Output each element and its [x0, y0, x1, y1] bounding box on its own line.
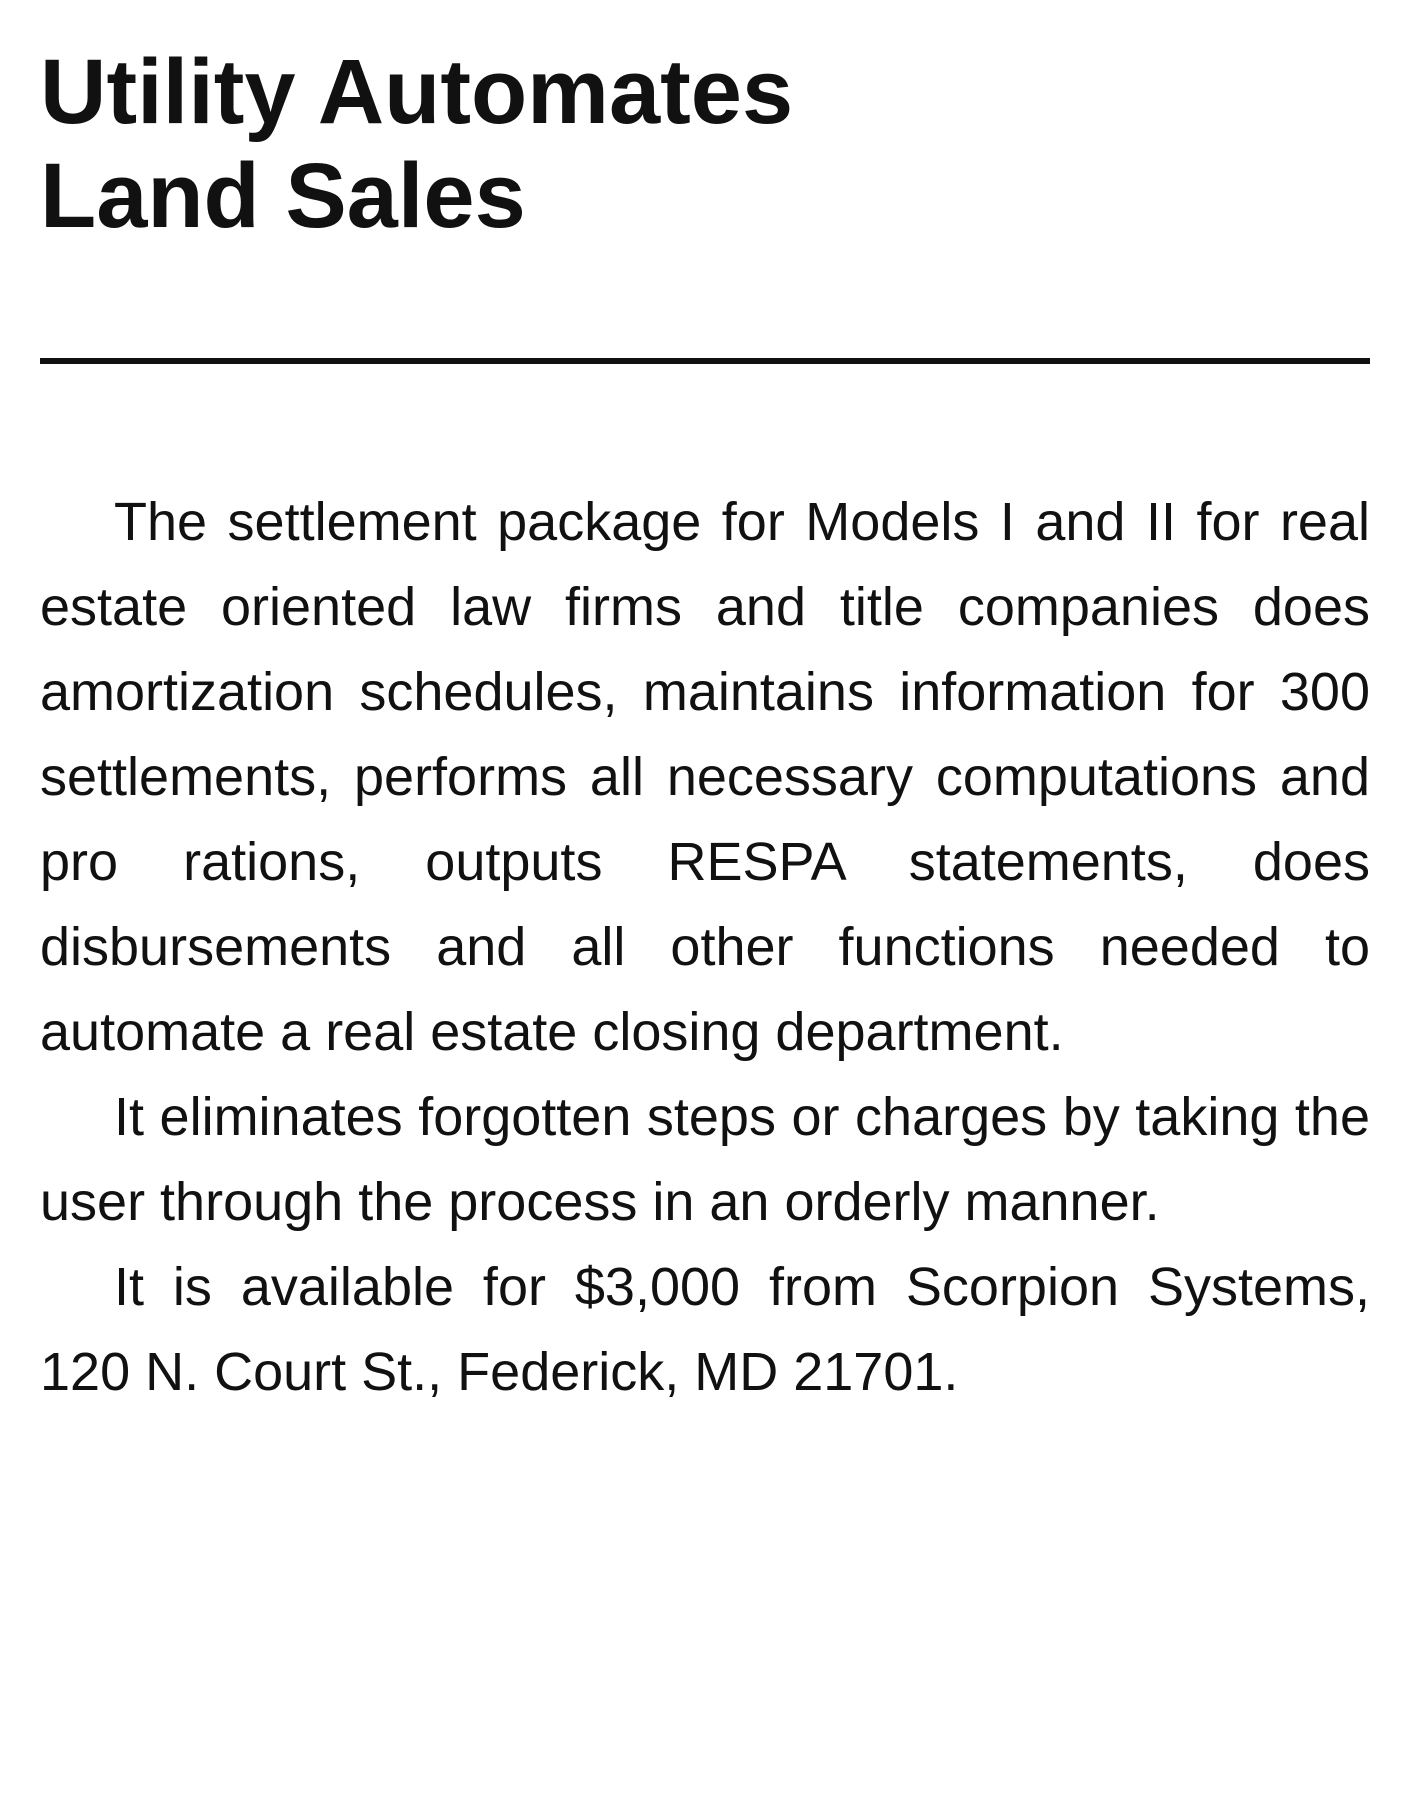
paragraph-1: The settlement package for Models I and II for real estate oriented law firms and title companies does amortization schedules, maintains information for 300 settlements, performs all necessary computations and pro rations, outputs RESPA statements, does disbursements and all other functions needed to automate a real estate closing department.	[40, 492, 1370, 1062]
headline	[40, 40, 1370, 248]
article	[40, 40, 1370, 1402]
headline-line-2: Land Sales	[40, 145, 526, 247]
divider-rule	[40, 358, 1370, 364]
paragraph-3: It is available for $3,000 from Scorpion Systems, 120 N. Court St., Federick, MD 21701.	[40, 1257, 1370, 1402]
article-body	[40, 480, 1370, 1415]
headline-line-1: Utility Automates	[40, 41, 794, 143]
paragraph-2: It eliminates forgotten steps or charges by taking the user through the process in an orderly manner.	[40, 1087, 1370, 1232]
